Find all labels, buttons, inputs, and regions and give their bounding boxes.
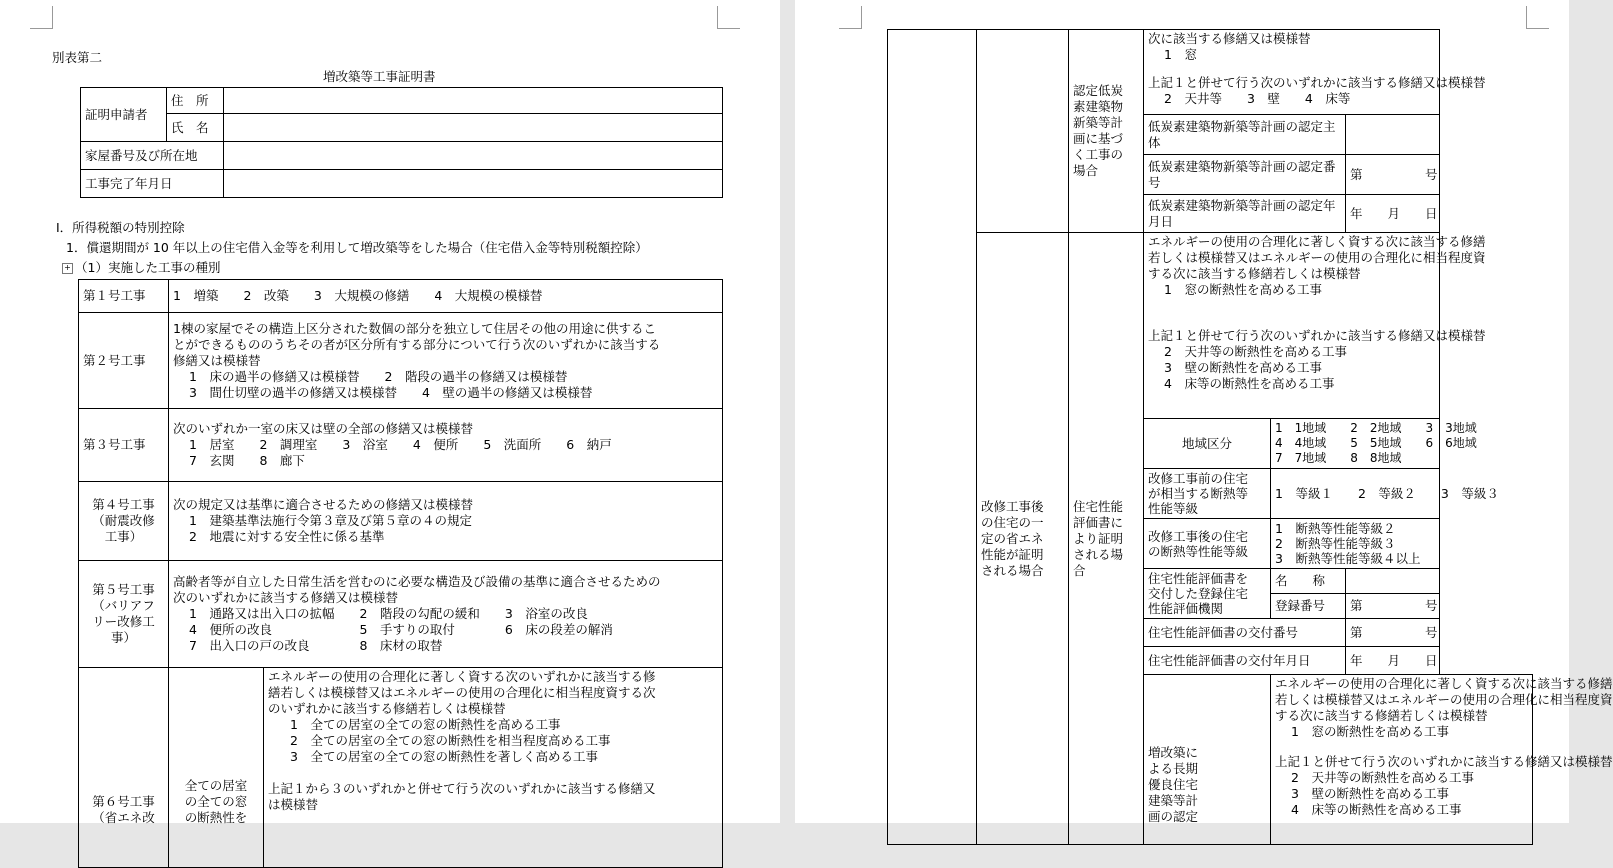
document-page-2	[795, 0, 1613, 824]
work-1-content: 1 増築 2 改築 3 大規模の修繕 4 大規模の模様替	[169, 280, 723, 313]
work-2-content: 1棟の家屋でその構造上区分された数個の部分を独立して住居その他の用途に供するこ とができるもののうちその者が区分所有する部分について行う次のいずれかに該当する 修繕又は模様替 1 床の過半の修繕又は模様替 2 階段の過半の修繕又は模様替 3 間仕切壁の過半の修繕又は模様替 4 壁の過半の修繕又は模様替	[169, 313, 723, 409]
issue-date-label: 住宅性能評価書の交付年月日	[1144, 647, 1346, 675]
before-grade-options: 1 等級１ 2 等級２ 3 等級３	[1271, 469, 1440, 519]
region-options: 1 1地域 2 2地域 3 3地域 4 4地域 5 5地域 6 6地域 7 7地域 8 8地域	[1271, 419, 1440, 469]
address-field[interactable]	[224, 88, 723, 114]
region-label: 地域区分	[1144, 419, 1271, 469]
energy-table	[887, 29, 1613, 845]
document-page-1	[0, 0, 780, 823]
low-carbon-auth-date-field[interactable]: 年 月 日	[1346, 195, 1440, 233]
low-carbon-content: 次に該当する修繕又は模様替 1 窓 上記１と併せて行う次のいずれかに該当する修繕又は模様替 2 天井等 3 壁 4 床等	[1144, 30, 1440, 115]
issuer-reg-field[interactable]: 第 号	[1346, 594, 1440, 619]
category-sub-cell	[977, 30, 1069, 233]
house-field[interactable]	[224, 142, 723, 170]
applicant-label: 証明申請者	[81, 88, 167, 142]
long-life-label: 増改築に よる長期 優良住宅 建築等計 画の認定	[1144, 675, 1271, 845]
document-title: 増改築等工事証明書	[323, 69, 436, 84]
name-label: 氏 名	[167, 114, 224, 142]
energy-group-label: 改修工事後 の住宅の一 定の省エネ 性能が証明 される場合	[977, 233, 1069, 845]
issuer-name-label: 名 称	[1271, 569, 1346, 594]
issue-number-label: 住宅性能評価書の交付番号	[1144, 619, 1346, 647]
crop-mark	[717, 6, 740, 29]
category-cell	[888, 30, 977, 845]
table-move-handle-icon[interactable]: +	[62, 263, 73, 274]
perf-eval-label: 住宅性能 評価書に より証明 される場 合	[1069, 233, 1144, 845]
crop-mark	[30, 6, 53, 29]
applicant-table	[80, 87, 723, 198]
annex-label: 別表第二	[52, 50, 103, 65]
works-table	[78, 279, 723, 868]
work-3-content: 次のいずれか一室の床又は壁の全部の修繕又は模様替 1 居室 2 調理室 3 浴室 4 便所 5 洗面所 6 納戸 7 玄関 8 廊下	[169, 409, 723, 482]
long-life-content: エネルギーの使用の合理化に著しく資する次に該当する修繕 若しくは模様替又はエネルギーの使用の合理化に相当程度資 する次に該当する修繕若しくは模様替 1 窓の断熱性を高める工事 上記１と併せて行う次のいずれかに該当する修繕又は模様替 2 天井等の断熱性を高める工事 3 壁の断熱性を高める工事 4 床等の断熱性を高める工事	[1271, 675, 1533, 845]
issue-number-field[interactable]: 第 号	[1346, 619, 1440, 647]
low-carbon-auth-date-label: 低炭素建築物新築等計画の認定年月日	[1144, 195, 1346, 233]
work-4-content: 次の規定又は基準に適合させるための修繕又は模様替 1 建築基準法施行令第３章及び第５章の４の規定 2 地震に対する安全性に係る基準	[169, 482, 723, 561]
work-3-label: 第３号工事	[79, 409, 169, 482]
work-5-label: 第５号工事 （バリアフ リー改修工 事）	[79, 561, 169, 668]
work-type-heading: + （1）実施した工事の種別	[62, 260, 220, 276]
work-5-content: 高齢者等が自立した日常生活を営むのに必要な構造及び設備の基準に適合させるための 次のいずれかに該当する修繕又は模様替 1 通路又は出入口の拡幅 2 階段の勾配の緩和 3 浴室の改良 4 便所の改良 5 手すりの取付 6 床の段差の解消 7 出入口の戸の改良 8 床材の取替	[169, 561, 723, 668]
work-4-label: 第４号工事 （耐震改修 工事）	[79, 482, 169, 561]
issuer-name-field[interactable]	[1346, 569, 1440, 594]
work-6-label: 第６号工事 （省エネ改	[79, 668, 169, 868]
before-grade-label: 改修工事前の住宅 が相当する断熱等 性能等級	[1144, 469, 1271, 519]
name-field[interactable]	[224, 114, 723, 142]
issuer-label: 住宅性能評価書を 交付した登録住宅 性能評価機関	[1144, 569, 1271, 619]
perf-eval-content: エネルギーの使用の合理化に著しく資する次に該当する修繕 若しくは模様替又はエネルギーの使用の合理化に相当程度資 する次に該当する修繕若しくは模様替 1 窓の断熱性を高める工事 上記１と併せて行う次のいずれかに該当する修繕又は模様替 2 天井等の断熱性を高める工事 3 壁の断熱性を高める工事 4 床等の断熱性を高める工事	[1144, 233, 1440, 419]
after-grade-label: 改修工事後の住宅 の断熱等性能等級	[1144, 519, 1271, 569]
low-carbon-auth-number-label: 低炭素建築物新築等計画の認定番号	[1144, 155, 1346, 195]
crop-mark	[839, 6, 862, 29]
work-6-content: エネルギーの使用の合理化に著しく資する次のいずれかに該当する修 繕若しくは模様替又はエネルギーの使用の合理化に相当程度資する次 のいずれかに該当する修繕若しくは模様替 1 全ての居室の全ての窓の断熱性を高める工事 2 全ての居室の全ての窓の断熱性を相当程度高める工事 3 全ての居室の全ての窓の断熱性を著しく高める工事 上記１から３のいずれかと併せて行う次のいずれかに該当する修繕又 は模様替	[264, 668, 723, 868]
house-label: 家屋番号及び所在地	[81, 142, 224, 170]
low-carbon-auth-subject-field[interactable]	[1346, 115, 1440, 155]
completion-field[interactable]	[224, 170, 723, 198]
low-carbon-auth-number-field[interactable]: 第 号	[1346, 155, 1440, 195]
low-carbon-label: 認定低炭 素建築物 新築等計 画に基づ く工事の 場合	[1069, 30, 1144, 233]
crop-mark	[1526, 6, 1549, 29]
address-label: 住 所	[167, 88, 224, 114]
work-1-label: 第１号工事	[79, 280, 169, 313]
work-6-subcategory: 全ての居室 の全ての窓 の断熱性を	[169, 668, 264, 868]
work-2-label: 第２号工事	[79, 313, 169, 409]
issuer-reg-label: 登録番号	[1271, 594, 1346, 619]
low-carbon-auth-subject-label: 低炭素建築物新築等計画の認定主体	[1144, 115, 1346, 155]
after-grade-options: 1 断熱等性能等級２ 2 断熱等性能等級３ 3 断熱等性能等級４以上	[1271, 519, 1440, 569]
completion-label: 工事完了年月日	[81, 170, 224, 198]
section-heading: I．所得税額の特別控除	[56, 220, 185, 235]
subsection-heading: 1．償還期間が 10 年以上の住宅借入金等を利用して増改築等をした場合（住宅借入金等特別税額控除）	[66, 240, 648, 255]
issue-date-field[interactable]: 年 月 日	[1346, 647, 1440, 675]
